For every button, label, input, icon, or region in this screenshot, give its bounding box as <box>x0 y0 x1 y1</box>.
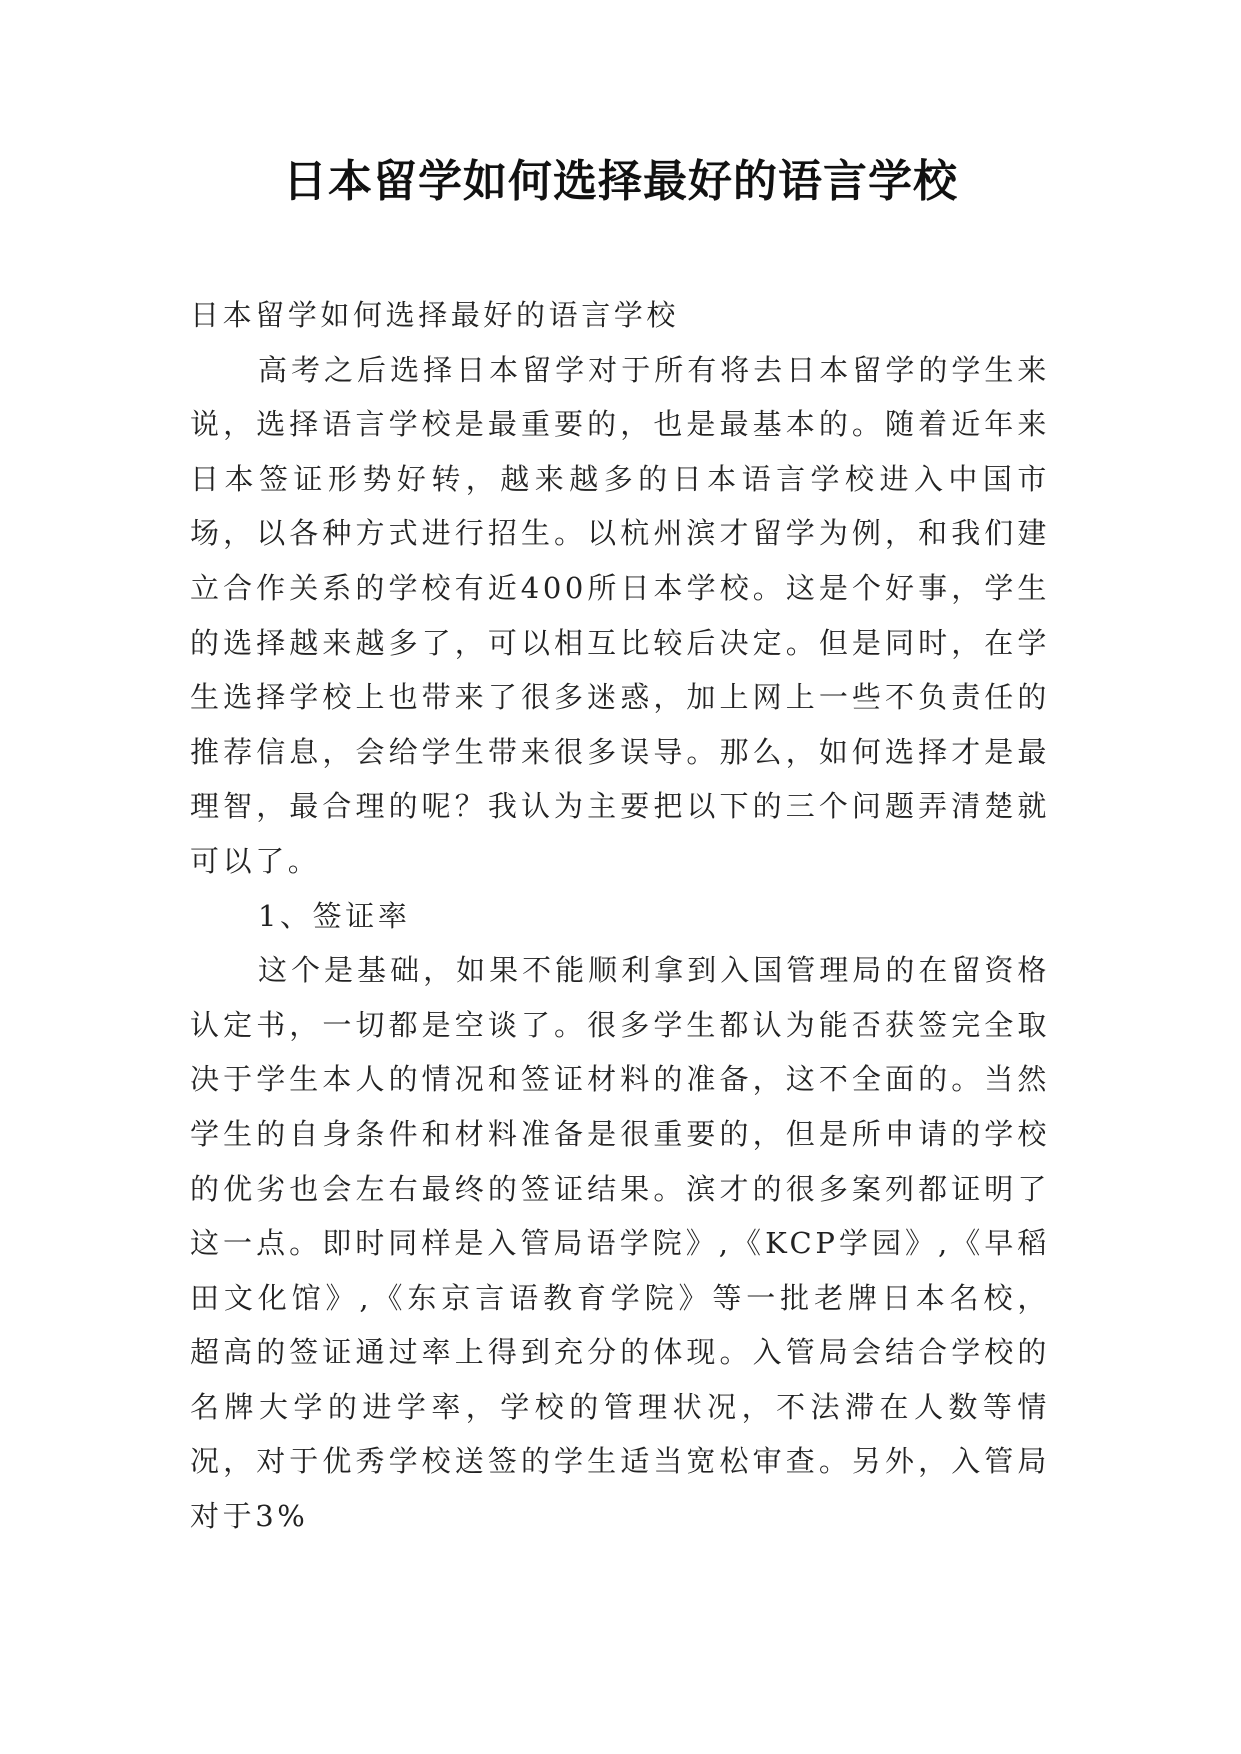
document-title: 日本留学如何选择最好的语言学校 <box>283 156 958 207</box>
paragraph-intro: 高考之后选择日本留学对于所有将去日本留学的学生来说，选择语言学校是最重要的，也是最基本的。随着近年来日本签证形势好转，越来越多的日本语言学校进入中国市场，以各种方式进行招生。以杭州滨才留学为例，和我们建立合作关系的学校有近400所日本学校。这是个好事，学生的选择越来越多了，可以相互比较后决定。但是同时，在学生选择学校上也带来了很多迷惑，加上网上一些不负责任的推荐信息，会给学生带来很多误导。那么，如何选择才是最理智，最合理的呢？我认为主要把以下的三个问题弄清楚就可以了。 <box>190 352 1050 878</box>
section-heading-visa-rate: 1、签证率 <box>258 898 411 933</box>
document-subtitle: 日本留学如何选择最好的语言学校 <box>190 298 680 332</box>
paragraph-visa-rate: 这个是基础，如果不能顺利拿到入国管理局的在留资格认定书，一切都是空谈了。很多学生都认为能否获签完全取决于学生本人的情况和签证材料的准备，这不全面的。当然学生的自身条件和材料准备是很重要的，但是所申请的学校的优劣也会左右最终的签证结果。滨才的很多案列都证明了这一点。即时同样是入管局语学院》,《KCP学园》,《早稻田文化馆》,《东京言语教育学院》等一批老牌日本名校，超高的签证通过率上得到充分的体现。入管局会结合学校的名牌大学的进学率，学校的管理状况，不法滞在人数等情况，对于优秀学校送签的学生适当宽松审查。另外，入管局对于3% <box>190 953 1050 1534</box>
document-body <box>190 288 1050 1544</box>
